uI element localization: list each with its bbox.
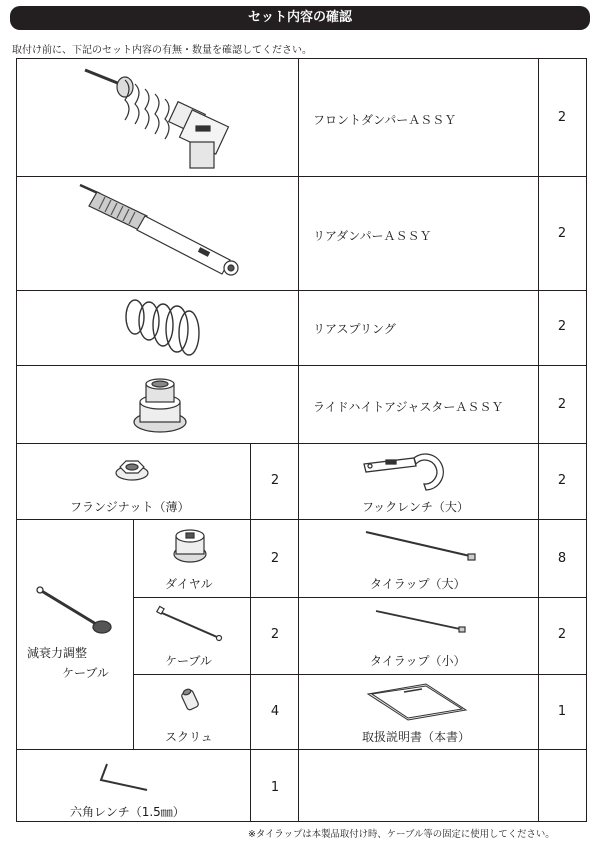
rear-spring-qty: 2 <box>557 319 567 334</box>
ride-height-qty: 2 <box>557 397 567 412</box>
footnote: ※タイラップは本製品取付け時、ケーブル等の固定に使用してください。 <box>248 829 555 840</box>
manual-label: 取扱説明書（本書） <box>362 730 471 744</box>
hex-wrench-qty: 1 <box>270 780 280 795</box>
rear-damper-qty: 2 <box>557 226 567 241</box>
spring-illustration <box>115 295 205 361</box>
hex-wrench-label: 六角レンチ（1.5㎜） <box>70 805 185 819</box>
tie-wrap-small-qty: 2 <box>557 627 567 642</box>
hook-wrench-label: フックレンチ（大） <box>362 500 469 514</box>
rear-spring-label: リアスプリング <box>313 322 396 336</box>
hook-wrench-illustration <box>360 450 450 492</box>
section-title: セット内容の確認 <box>247 10 352 25</box>
tie-wrap-large-label: タイラップ（大） <box>370 577 466 591</box>
flange-nut-qty: 2 <box>270 473 280 488</box>
manual-illustration <box>366 682 470 722</box>
intro-text: 取付け前に、下記のセット内容の有無・数量を確認してください。 <box>12 45 312 56</box>
damping-cable-label-line2: ケーブル <box>62 666 109 680</box>
nut-illustration <box>114 455 150 483</box>
dial-illustration <box>170 528 210 566</box>
adjuster-illustration <box>130 372 190 438</box>
rear-damper-label: リアダンパーＡＳＳＹ <box>313 229 432 243</box>
screw-illustration <box>178 686 206 714</box>
tie-wrap-large-illustration <box>362 528 482 564</box>
tie-wrap-large-qty: 8 <box>557 551 567 566</box>
ride-height-label: ライドハイトアジャスターＡＳＳＹ <box>313 400 504 414</box>
dial-label: ダイヤル <box>165 577 213 591</box>
hex-wrench-illustration <box>95 760 155 800</box>
flange-nut-label: フランジナット（薄） <box>70 500 190 514</box>
damping-cable-illustration <box>30 580 120 640</box>
dial-qty: 2 <box>270 551 280 566</box>
manual-qty: 1 <box>557 704 567 719</box>
tie-wrap-small-illustration <box>372 607 472 637</box>
front-damper-label: フロントダンパーＡＳＳＹ <box>313 113 457 127</box>
cable-label: ケーブル <box>165 654 212 668</box>
screw-qty: 4 <box>270 704 280 719</box>
rear-damper-illustration <box>75 180 245 286</box>
damping-cable-label-line1: 減衰力調整 <box>27 646 88 660</box>
tie-wrap-small-label: タイラップ（小） <box>370 654 466 668</box>
front-damper-qty: 2 <box>557 110 567 125</box>
hook-wrench-qty: 2 <box>557 473 567 488</box>
screw-label: スクリュ <box>165 730 213 744</box>
cable-qty: 2 <box>270 627 280 642</box>
front-damper-illustration <box>80 62 240 174</box>
cable-illustration <box>155 605 230 645</box>
